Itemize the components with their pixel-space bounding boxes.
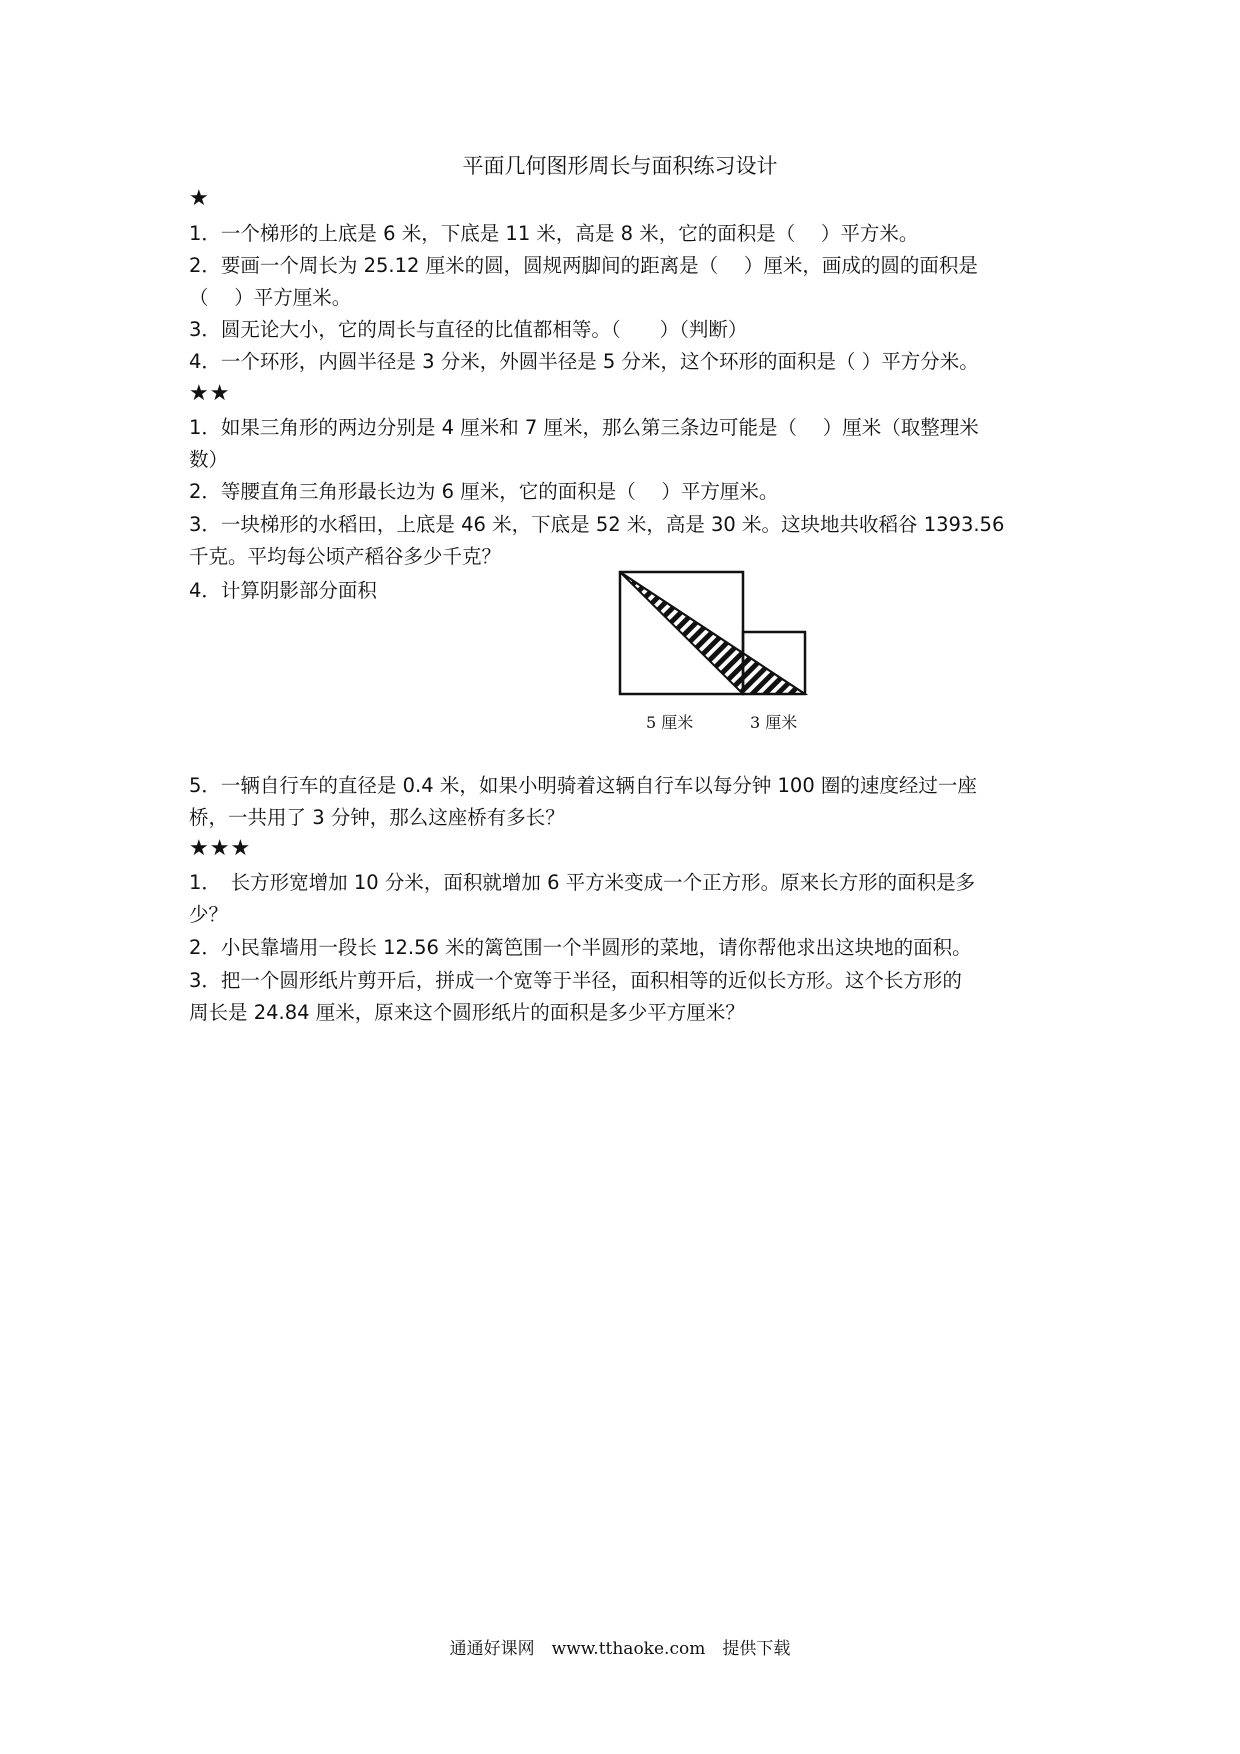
question-2-2: 2．等腰直角三角形最长边为 6 厘米，它的面积是（ ）平方厘米。 [189,480,779,503]
question-3-3: 3．把一个圆形纸片剪开后，拼成一个宽等于半径，面积相等的近似长方形。这个长方形的 [189,969,962,992]
question-3-1: 1． 长方形宽增加 10 分米，面积就增加 6 平方米变成一个正方形。原来长方形的面积是多 [189,871,976,894]
question-1-2-cont: （ ）平方厘米。 [189,286,352,309]
question-2-4: 4．计算阴影部分面积 [189,579,377,602]
question-3-3-cont: 周长是 24.84 厘米，原来这个圆形纸片的面积是多少平方厘米？ [189,1001,745,1024]
question-2-5: 5．一辆自行车的直径是 0.4 米，如果小明骑着这辆自行车以每分钟 100 圈的速度经过一座 [189,774,977,797]
question-2-5-cont: 桥，一共用了 3 分钟，那么这座桥有多长？ [189,806,565,829]
question-3-1-cont: 少？ [189,903,229,926]
question-2-1: 1．如果三角形的两边分别是 4 厘米和 7 厘米，那么第三条边可能是（ ）厘米（取整理米 [189,416,979,439]
footer-text: 通通好课网 www.tthaoke.com 提供下载 [449,1639,791,1659]
section-1-stars: ★ [189,186,210,211]
question-1-3: 3．圆无论大小，它的周长与直径的比值都相等。（ ）（判断） [189,318,748,341]
question-1-2: 2．要画一个周长为 25.12 厘米的圆，圆规两脚间的距离是（ ）厘米，画成的圆的面积是 [189,254,978,277]
figure-label-left: 5 厘米 [646,713,694,732]
question-2-3-cont: 千克。平均每公顷产稻谷多少千克？ [189,545,502,568]
figure-label-right: 3 厘米 [750,713,798,732]
question-1-1: 1．一个梯形的上底是 6 米，下底是 11 米，高是 8 米，它的面积是（ ）平方米。 [189,222,919,245]
page-title: 平面几何图形周长与面积练习设计 [462,154,778,178]
section-2-stars: ★★ [189,381,231,406]
question-1-4: 4．一个环形，内圆半径是 3 分米，外圆半径是 5 分米，这个环形的面积是（ ）平方分米。 [189,350,979,373]
question-2-3: 3．一块梯形的水稻田，上底是 46 米，下底是 52 米，高是 30 米。这块地共收稻谷 1393.56 [189,513,1005,536]
section-3-stars: ★★★ [189,836,252,861]
question-2-1-cont: 数） [189,448,229,471]
question-3-2: 2．小民靠墙用一段长 12.56 米的篱笆围一个半圆形的菜地，请你帮他求出这块地的面积。 [189,936,972,959]
